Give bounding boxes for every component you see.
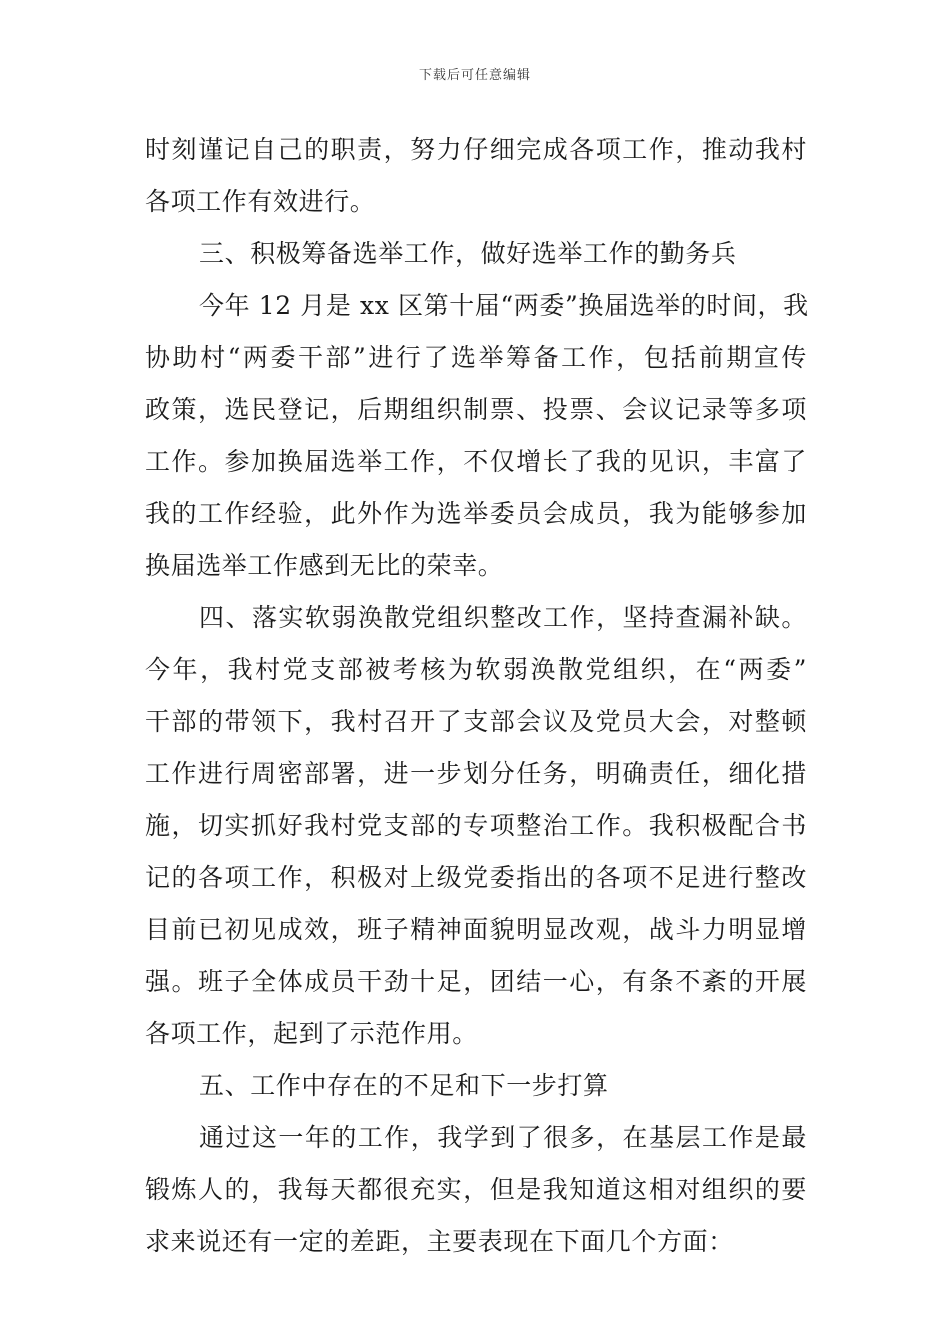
text-line: 通过这一年的工作，我学到了很多，在基层工作是最 (199, 1123, 807, 1152)
text-line: 强。班子全体成员干劲十足，团结一心，有条不紊的开展 (145, 967, 807, 996)
text-line: 各项工作有效进行。 (145, 187, 376, 216)
text-line: 施，切实抓好我村党支部的专项整治工作。我积极配合书 (145, 811, 807, 840)
text-line: 政策，选民登记，后期组织制票、投票、会议记录等多项 (145, 395, 807, 424)
text-line: 协助村“两委干部”进行了选举筹备工作，包括前期宣传 (145, 343, 807, 372)
text-line: 各项工作，起到了示范作用。 (145, 1019, 478, 1048)
page-header: 下载后可任意编辑 (418, 68, 531, 83)
text-line: 工作进行周密部署，进一步划分任务，明确责任，细化措 (145, 759, 807, 788)
section-heading: 五、工作中存在的不足和下一步打算 (199, 1071, 609, 1100)
text-line: 时刻谨记自己的职责，努力仔细完成各项工作，推动我村 (145, 135, 807, 164)
text-line: 我的工作经验，此外作为选举委员会成员，我为能够参加 (145, 499, 807, 528)
text-line: 今年 12 月是 xx 区第十届“两委”换届选举的时间，我 (199, 291, 809, 320)
section-heading: 三、积极筹备选举工作，做好选举工作的勤务兵 (199, 239, 737, 268)
text-line: 换届选举工作感到无比的荣幸。 (145, 551, 504, 580)
text-line: 工作。参加换届选举工作，不仅增长了我的见识，丰富了 (145, 447, 807, 476)
text-line: 锻炼人的，我每天都很充实，但是我知道这相对组织的要 (145, 1175, 807, 1204)
text-line: 求来说还有一定的差距，主要表现在下面几个方面： (145, 1227, 734, 1256)
text-line: 干部的带领下，我村召开了支部会议及党员大会，对整顿 (145, 707, 807, 736)
text-line: 记的各项工作，积极对上级党委指出的各项不足进行整改 (145, 863, 807, 892)
section-heading: 四、落实软弱涣散党组织整改工作，坚持查漏补缺。 (199, 603, 807, 632)
document-body (145, 124, 807, 1268)
text-line: 今年，我村党支部被考核为软弱涣散党组织，在“两委” (145, 655, 807, 684)
text-line: 目前已初见成效，班子精神面貌明显改观，战斗力明显增 (145, 915, 807, 944)
